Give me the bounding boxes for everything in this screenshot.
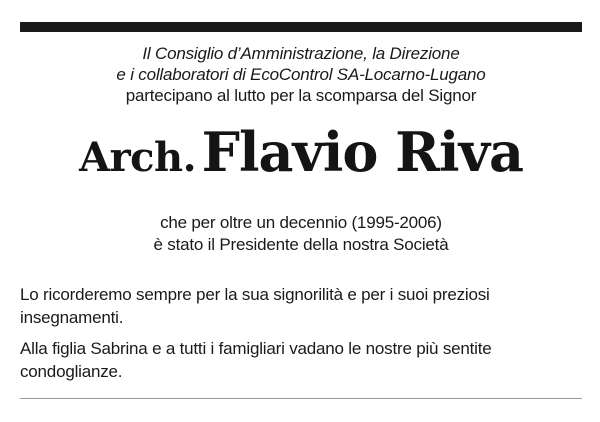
tenure-block bbox=[20, 212, 582, 256]
message-condolences: Alla figlia Sabrina e a tutti i famigliari vadano le nostre più sentite condoglianze. bbox=[20, 339, 492, 381]
message-remembrance: Lo ricorderemo sempre per la sua signorilità e per i suoi preziosi insegnamenti. bbox=[20, 285, 490, 327]
intro-block bbox=[20, 43, 582, 106]
intro-line-mourning: partecipano al lutto per la scomparsa del Signor bbox=[125, 86, 477, 105]
deceased-title: Arch. bbox=[79, 134, 197, 181]
deceased-name: Flavio Riva bbox=[201, 120, 523, 184]
deceased-name-block bbox=[20, 120, 582, 184]
intro-line-company: e i collaboratori di EcoControl SA-Locarno-Lugano bbox=[116, 65, 486, 84]
tenure-line-role: è stato il Presidente della nostra Società bbox=[153, 235, 449, 254]
message-block bbox=[20, 283, 582, 391]
intro-line-board: Il Consiglio d’Amministrazione, la Direzione bbox=[142, 44, 460, 63]
bottom-rule bbox=[20, 398, 582, 399]
top-rule bbox=[20, 22, 582, 32]
tenure-line-period: che per oltre un decennio (1995-2006) bbox=[160, 213, 442, 232]
